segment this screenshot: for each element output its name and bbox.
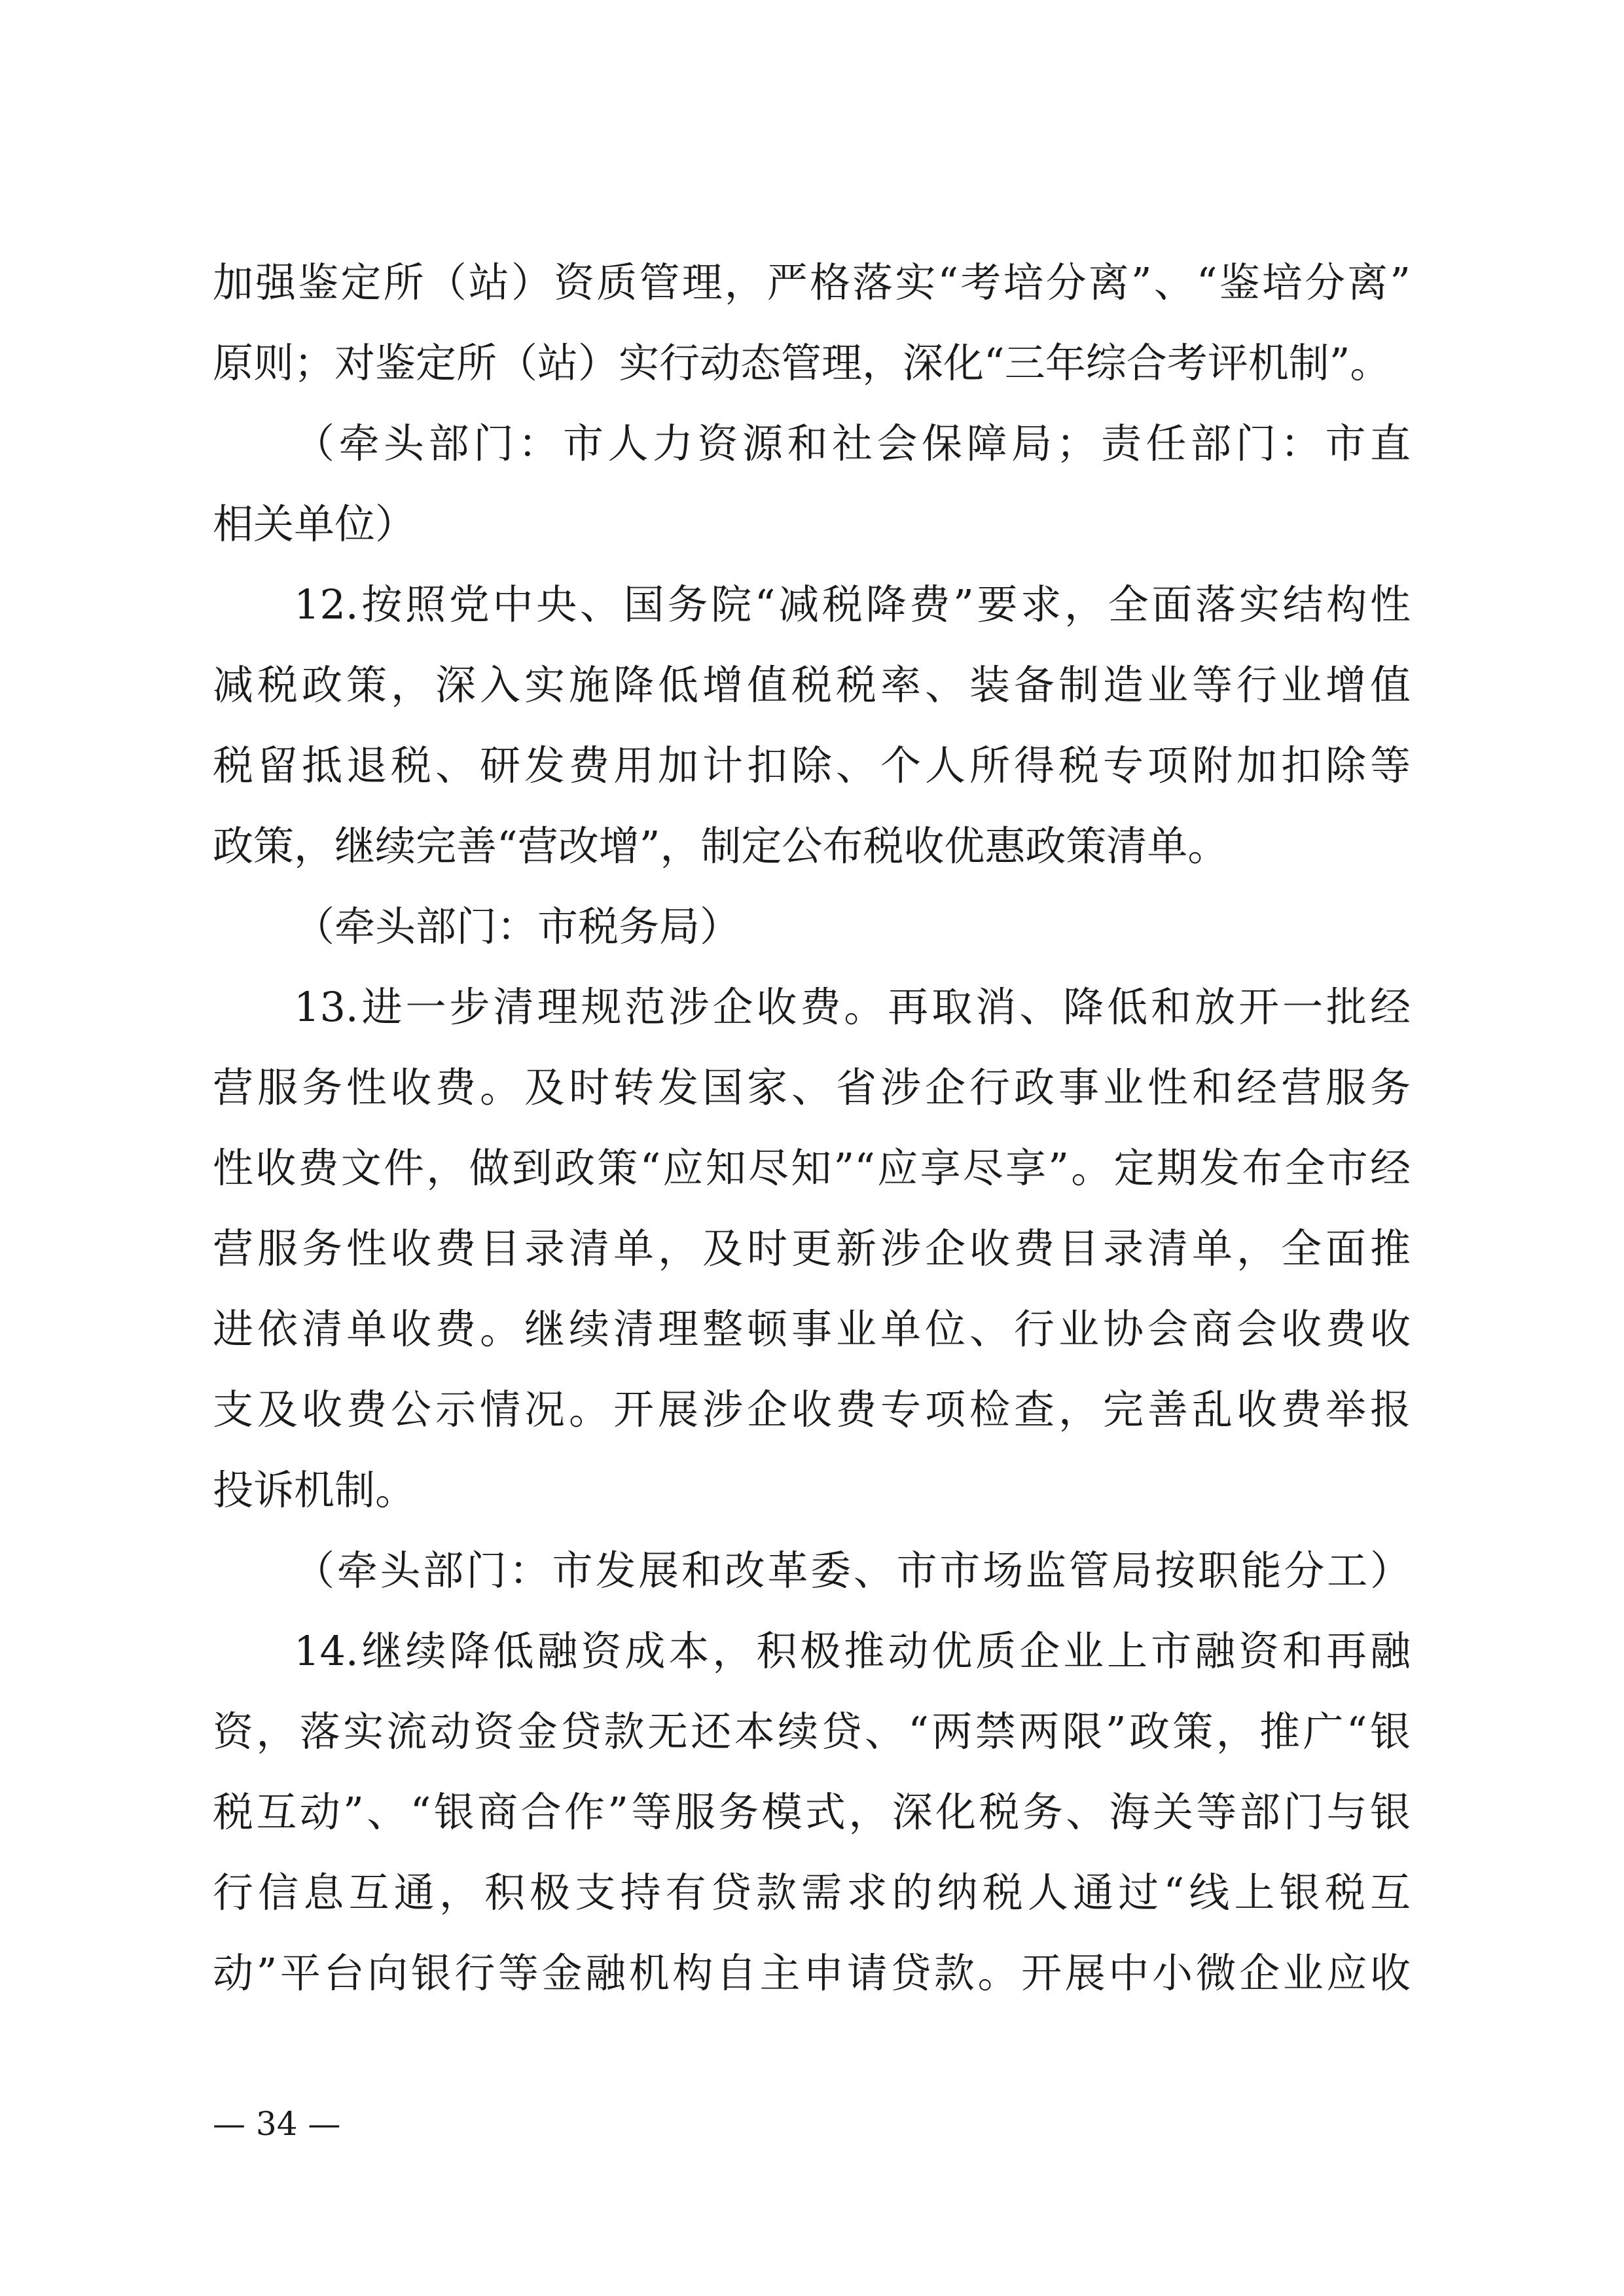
item-13-line: 营服务性收费。及时转发国家、省涉企行政事业性和经营服务 [213, 1064, 1411, 1111]
responsible-department-line: （牵头部门：市发展和改革委、市市场监管局按职能分工） [294, 1547, 1411, 1594]
item-13-line: 投诉机制。 [213, 1466, 416, 1514]
item-12-line: 12.按照党中央、国务院“减税降费”要求，全面落实结构性 [294, 581, 1411, 628]
item-14-line: 行信息互通，积极支持有贷款需求的纳税人通过“线上银税互 [213, 1869, 1411, 1916]
body-line: 原则；对鉴定所（站）实行动态管理，深化“三年综合考评机制”。 [213, 339, 1391, 387]
item-13-line: 13.进一步清理规范涉企收费。再取消、降低和放开一批经 [294, 983, 1411, 1031]
item-13-line: 性收费文件，做到政策“应知尽知”“应享尽享”。定期发布全市经 [213, 1144, 1411, 1192]
item-12-line: 减税政策，深入实施降低增值税税率、装备制造业等行业增值 [213, 661, 1411, 709]
responsible-department-line: （牵头部门：市税务局） [294, 903, 741, 950]
item-14-line: 14.继续降低融资成本，积极推动优质企业上市融资和再融 [294, 1627, 1411, 1675]
page-number: — 34 — [213, 2105, 341, 2143]
item-13-line: 支及收费公示情况。开展涉企收费专项检查，完善乱收费举报 [213, 1386, 1411, 1433]
item-14-line: 税互动”、“银商合作”等服务模式，深化税务、海关等部门与银 [213, 1788, 1411, 1836]
responsible-department-line: 相关单位） [213, 500, 416, 548]
item-13-line: 进依清单收费。继续清理整顿事业单位、行业协会商会收费收 [213, 1305, 1411, 1353]
item-12-line: 税留抵退税、研发费用加计扣除、个人所得税专项附加扣除等 [213, 742, 1411, 789]
item-12-line: 政策，继续完善“营改增”，制定公布税收优惠政策清单。 [213, 822, 1229, 870]
item-13-line: 营服务性收费目录清单，及时更新涉企收费目录清单，全面推 [213, 1225, 1411, 1272]
body-line: 加强鉴定所（站）资质管理，严格落实“考培分离”、“鉴培分离” [213, 259, 1411, 306]
item-14-line: 资，落实流动资金贷款无还本续贷、“两禁两限”政策，推广“银 [213, 1708, 1411, 1755]
document-body [213, 242, 1411, 2013]
item-14-line: 动”平台向银行等金融机构自主申请贷款。开展中小微企业应收 [213, 1949, 1411, 1997]
responsible-department-line: （牵头部门：市人力资源和社会保障局；责任部门：市直 [294, 420, 1411, 467]
